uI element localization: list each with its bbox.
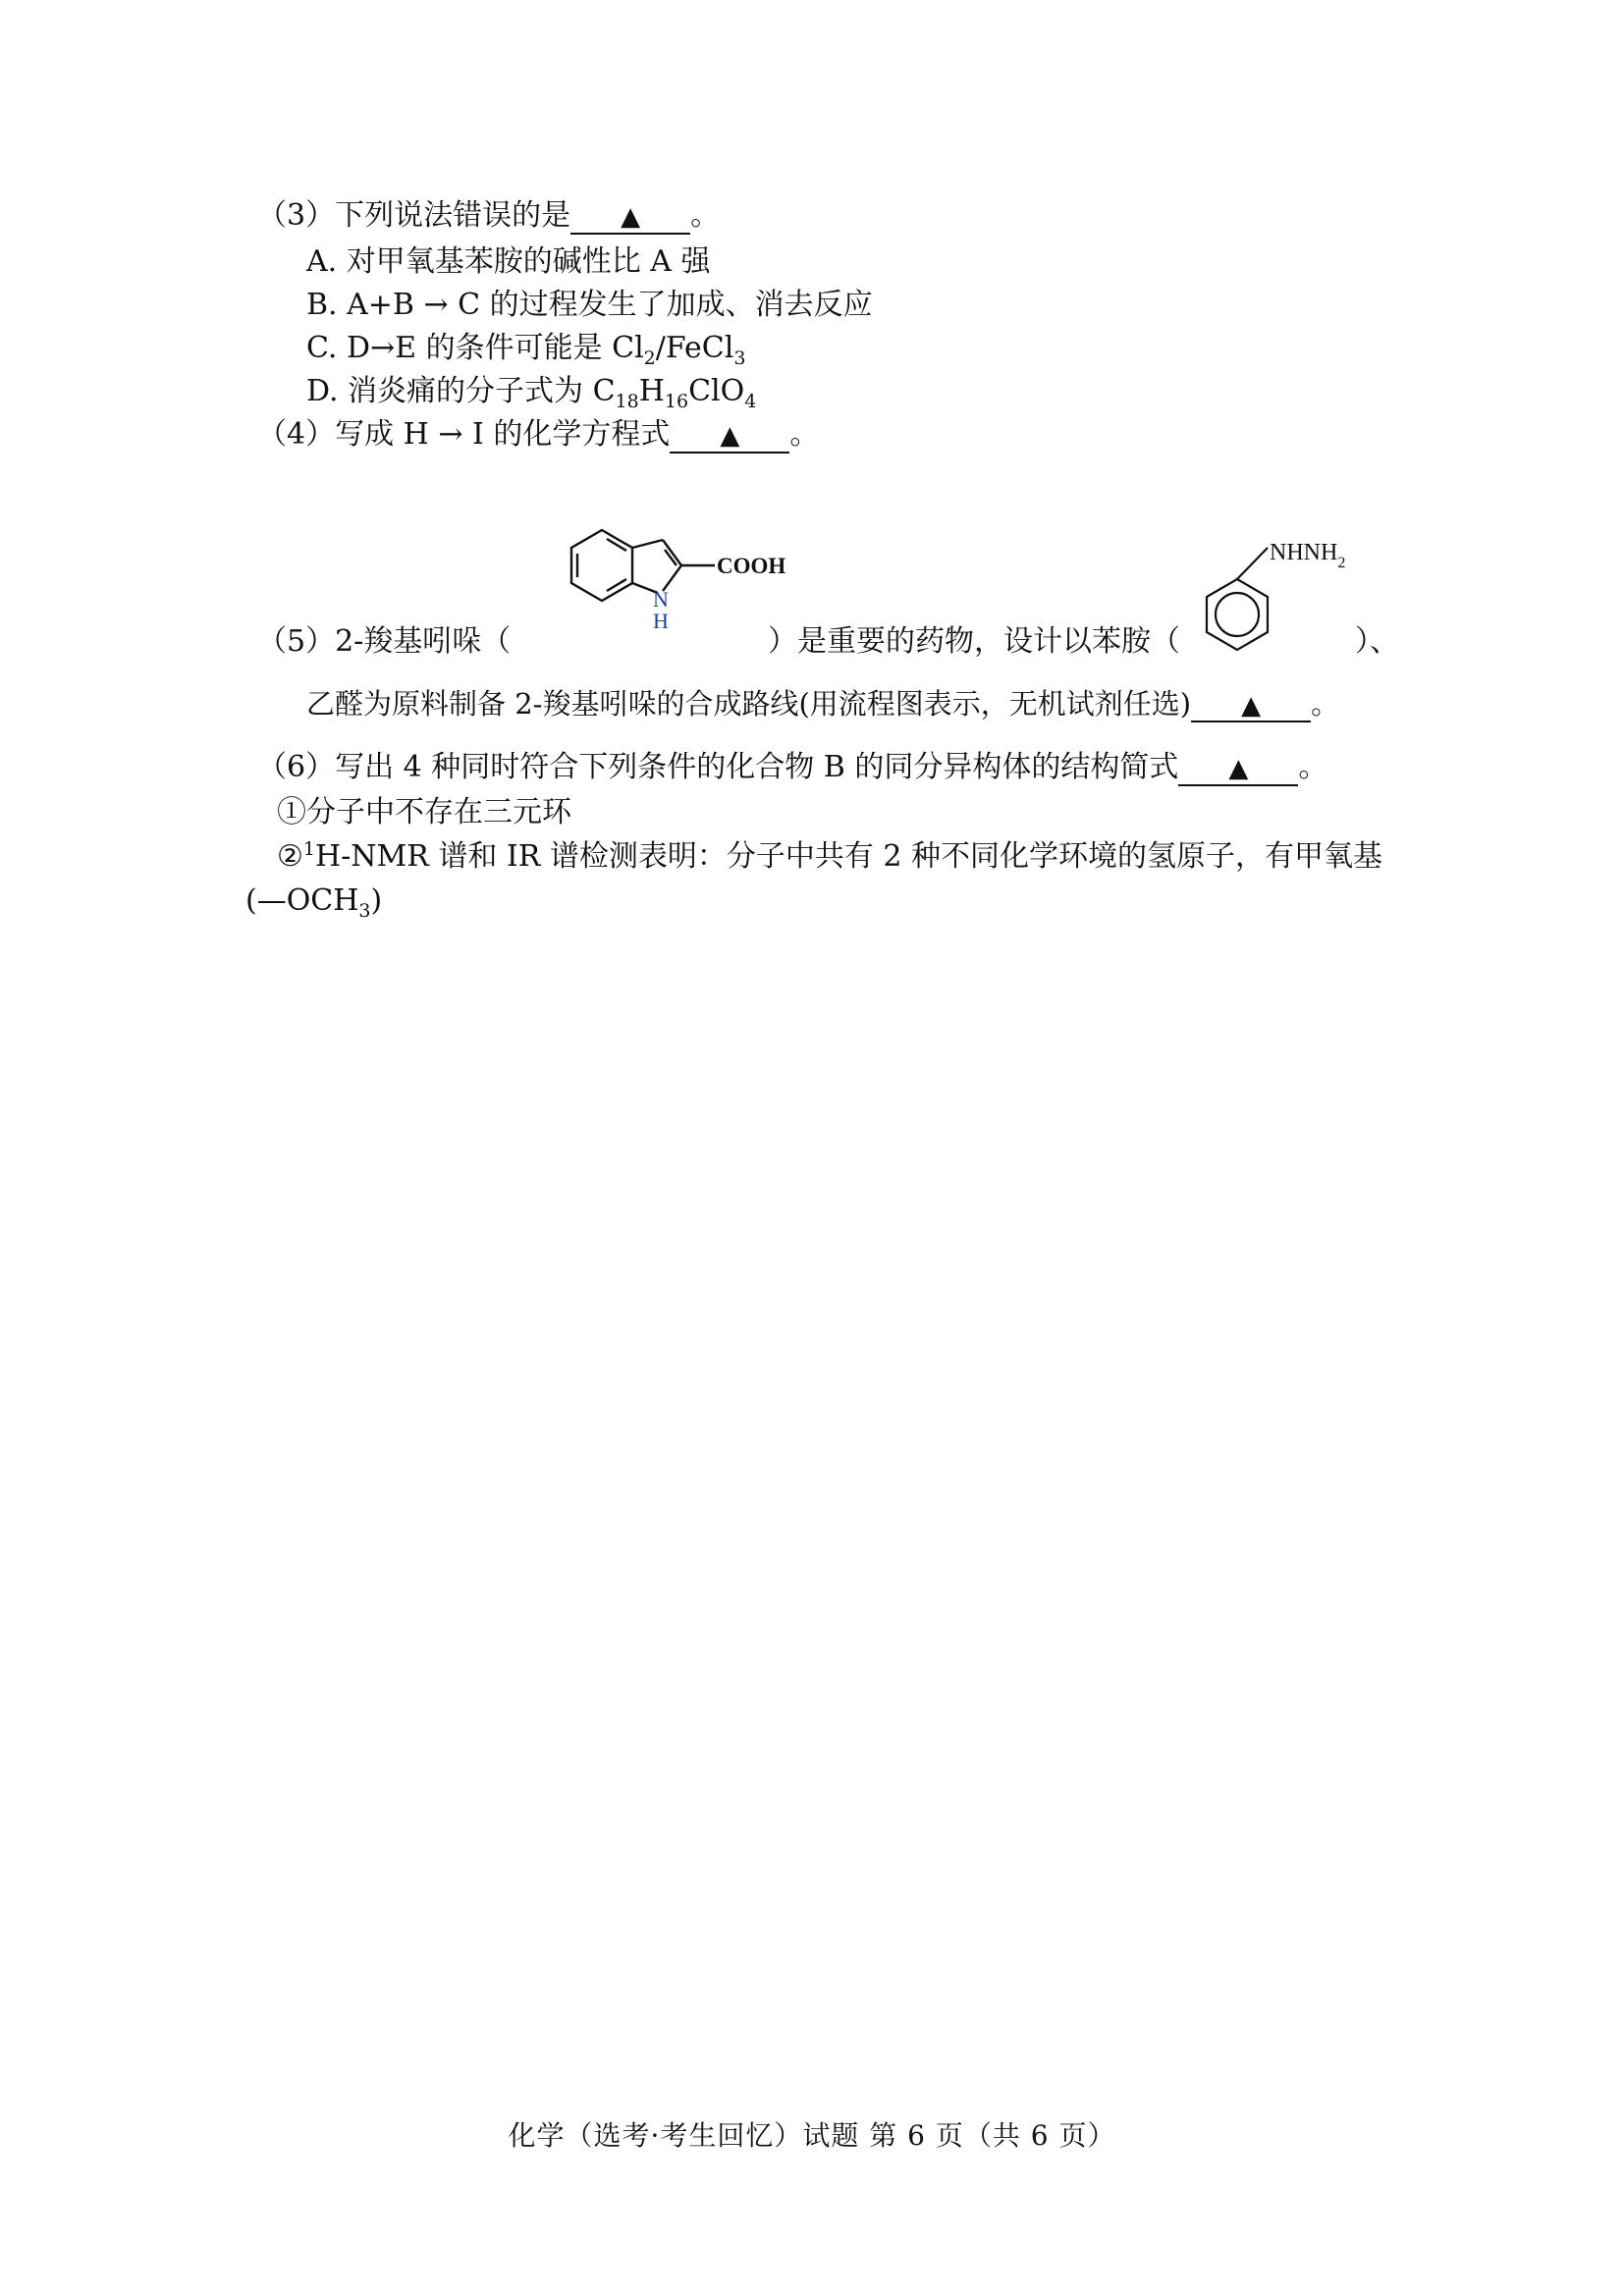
q6-stem: （6）写出 4 种同时符合下列条件的化合物 B 的同分异构体的结构简式: [257, 750, 1179, 784]
q3-option-c-text-2: /FeCl: [655, 331, 734, 365]
triangle-icon: ▲: [1241, 691, 1262, 721]
q3-answer-blank[interactable]: [570, 199, 690, 235]
phenylhydrazine-bonds: [1207, 548, 1268, 650]
q6-condition-1-text: ①分子中不存在三元环: [277, 795, 571, 829]
q6-condition-2-marker: ②: [277, 839, 303, 874]
q3-option-b: [306, 286, 873, 325]
q5-answer-blank[interactable]: [1191, 687, 1311, 722]
q6-condition-2-line-2-text: (—OCH: [245, 883, 359, 918]
cooh-label: COOH: [717, 554, 786, 578]
triangle-icon: ▲: [621, 202, 641, 232]
q6-condition-1: [277, 793, 571, 832]
phenylhydrazine-structure: [1173, 530, 1370, 667]
q6-condition-2-line-2-end: ): [370, 883, 383, 918]
page-footer: 化学（选考·考生回忆）试题 第 6 页（共 6 页）: [508, 2119, 1116, 2152]
q3-option-d-text: D. 消炎痛的分子式为 C: [306, 374, 616, 408]
q5-stem-mid: ）是重要的药物，设计以苯胺（: [768, 624, 1180, 659]
q5-stem-pre: （5）2-羧基吲哚（: [257, 624, 512, 659]
q3-option-b-text: B. A+B → C 的过程发生了加成、消去反应: [306, 288, 873, 322]
q3-option-d: [306, 372, 756, 411]
q3-option-c-text: C. D→E 的条件可能是 Cl: [306, 331, 644, 365]
q3-option-d-text-3: ClO: [688, 374, 745, 408]
q5-stem-line-2-text: 乙醛为原料制备 2-羧基吲哚的合成路线(用流程图表示，无机试剂任选): [306, 687, 1192, 721]
q5-stem-line-2: [306, 684, 1339, 723]
q4-stem-line: [257, 415, 819, 454]
subscript: 3: [358, 900, 371, 922]
q6-condition-2: [277, 837, 1382, 877]
q3-option-d-text-2: H: [638, 374, 665, 408]
superscript: 1: [302, 838, 315, 860]
q5-stem-line-1: [257, 622, 511, 662]
triangle-icon: ▲: [720, 421, 740, 451]
subscript: 2: [643, 347, 656, 369]
q6-condition-2-line-2: [245, 881, 382, 921]
q4-answer-blank[interactable]: [670, 418, 789, 454]
triangle-icon: ▲: [1228, 754, 1249, 783]
q3-option-a-text: A. 对甲氧基苯胺的碱性比 A 强: [306, 244, 711, 279]
q3-option-c: [306, 329, 745, 368]
subscript: 16: [664, 391, 689, 412]
subscript: 3: [733, 347, 746, 369]
nhnh2-label: $NHNH_2$: [1270, 540, 1346, 571]
subscript: 4: [744, 391, 757, 412]
q3-stem: （3）下列说法错误的是: [257, 198, 571, 233]
q3-option-a: [306, 242, 710, 282]
indole-bonds: [571, 530, 715, 601]
q5-stem-post: ）、: [1355, 624, 1399, 659]
n-label: N: [653, 587, 669, 612]
q4-end-punct: 。: [789, 417, 820, 452]
q6-end-punct: 。: [1298, 750, 1328, 784]
q5-stem-line-1-post: [1355, 622, 1399, 662]
indole-2-carboxylic-acid-structure: [511, 510, 786, 638]
subscript: 18: [615, 391, 639, 412]
q6-answer-blank[interactable]: [1178, 751, 1298, 786]
q3-end-punct: 。: [690, 198, 721, 233]
q5-end-punct: 。: [1311, 687, 1340, 721]
q3-stem-line: [257, 196, 720, 236]
q6-condition-2-text: H-NMR 谱和 IR 谱检测表明：分子中共有 2 种不同化学环境的氢原子，有甲氧基: [315, 839, 1383, 874]
h-label: H: [653, 609, 669, 633]
q4-stem: （4）写成 H → I 的化学方程式: [257, 417, 671, 452]
q6-stem-line: [257, 748, 1327, 787]
q5-stem-line-1-mid: [768, 622, 1180, 662]
